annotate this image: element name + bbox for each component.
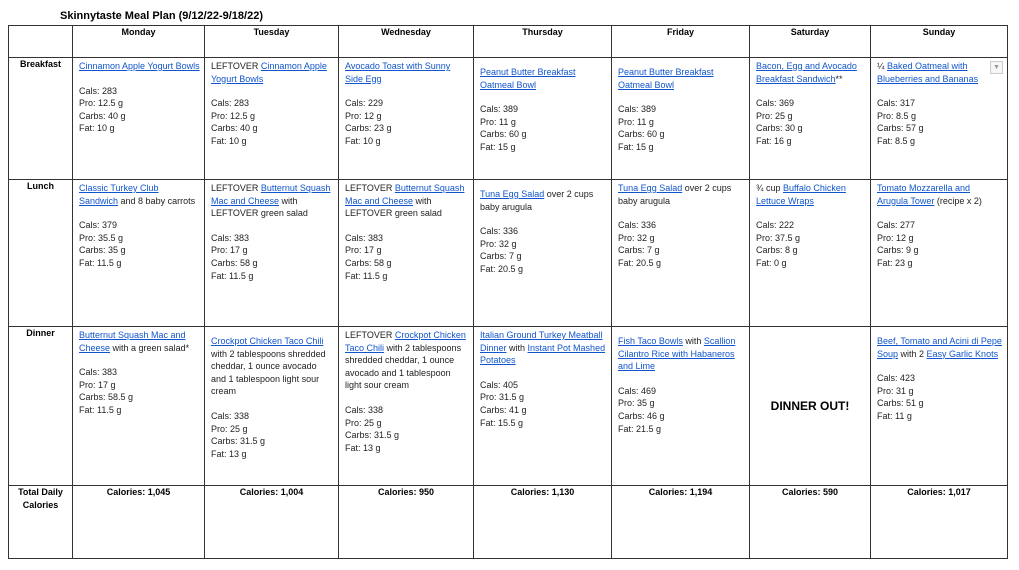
nutrition-carbs: Carbs: 51 g xyxy=(877,398,924,409)
total-calories: Calories: 950 xyxy=(339,486,474,559)
nutrition-fat: Fat: 15 g xyxy=(480,141,516,152)
meal-prefix: ¼ xyxy=(877,61,888,71)
nutrition-fat: Fat: 10 g xyxy=(211,135,247,146)
nutrition-carbs: Carbs: 40 g xyxy=(211,123,258,134)
nutrition-pro: Pro: 31 g xyxy=(877,385,914,396)
recipe-link[interactable]: Italian Ground Turkey Meatball Dinner xyxy=(480,330,603,353)
total-row xyxy=(9,486,1008,559)
meal-suffix: with xyxy=(506,342,528,353)
meal-prefix: LEFTOVER xyxy=(345,330,395,340)
spacer xyxy=(211,85,334,97)
nutrition-pro: Pro: 37.5 g xyxy=(756,232,801,243)
meal-cell-lunch xyxy=(205,180,339,327)
meal-content xyxy=(871,58,1007,148)
header-row xyxy=(9,26,1008,58)
nutrition-pro: Pro: 17 g xyxy=(79,379,116,390)
nutrition-pro: Pro: 12.5 g xyxy=(79,98,124,109)
nutrition-carbs: Carbs: 30 g xyxy=(756,123,803,134)
dinner-out-text: DINNER OUT! xyxy=(770,398,850,413)
meal-description xyxy=(480,188,607,213)
spacer xyxy=(345,392,469,404)
spacer xyxy=(79,73,200,85)
spacer xyxy=(877,360,1003,372)
meal-content xyxy=(205,58,338,148)
meal-description xyxy=(345,182,469,220)
nutrition-cals: Cals: 283 xyxy=(211,98,250,109)
meal-content xyxy=(474,58,611,154)
breakfast-row xyxy=(9,58,1008,180)
nutrition-cals: Cals: 229 xyxy=(345,98,384,109)
nutrition-carbs: Carbs: 23 g xyxy=(345,123,392,134)
meal-prefix: LEFTOVER xyxy=(211,183,261,193)
meal-content xyxy=(750,180,870,270)
meal-description xyxy=(79,329,200,354)
nutrition-fat: Fat: 11.5 g xyxy=(211,270,254,281)
meal-content xyxy=(750,58,870,148)
meal-plan-table xyxy=(8,25,1008,559)
meal-cell-lunch xyxy=(73,180,205,327)
nutrition-cals: Cals: 383 xyxy=(79,367,118,378)
meal-prefix: LEFTOVER xyxy=(211,61,261,71)
recipe-link[interactable]: Instant Pot Mashed Potatoes xyxy=(480,342,606,366)
meal-cell-dinner xyxy=(612,327,750,486)
spacer xyxy=(618,373,745,385)
recipe-link[interactable]: Beef, Tomato and Acini di Pepe Soup xyxy=(877,336,1002,359)
nutrition-cals: Cals: 369 xyxy=(756,98,795,109)
nutrition-pro: Pro: 35 g xyxy=(618,398,655,409)
recipe-link[interactable]: Scallion Cilantro Rice with Habaneros and Lime xyxy=(618,336,736,372)
nutrition-carbs: Carbs: 9 g xyxy=(877,245,919,256)
nutrition-cals: Cals: 338 xyxy=(345,404,384,415)
day-header: Friday xyxy=(612,26,750,58)
total-calories: Calories: 1,004 xyxy=(205,486,339,559)
recipe-link[interactable]: Avocado Toast with Sunny Side Egg xyxy=(345,61,451,84)
total-calories: Calories: 590 xyxy=(750,486,871,559)
nutrition-carbs: Carbs: 31.5 g xyxy=(211,436,266,447)
recipe-link[interactable]: Butternut Squash Mac and Cheese xyxy=(79,330,186,353)
nutrition-carbs: Carbs: 31.5 g xyxy=(345,430,400,441)
meal-cell-breakfast xyxy=(750,58,871,180)
nutrition-carbs: Carbs: 7 g xyxy=(618,245,660,256)
spacer xyxy=(211,220,334,232)
total-calories: Calories: 1,130 xyxy=(474,486,612,559)
day-header: Sunday xyxy=(871,26,1008,58)
nutrition-carbs: Carbs: 58 g xyxy=(211,257,258,268)
nutrition-carbs: Carbs: 41 g xyxy=(480,404,527,415)
meal-description xyxy=(877,335,1003,360)
total-calories: Calories: 1,017 xyxy=(871,486,1008,559)
meal-cell-lunch xyxy=(612,180,750,327)
spacer xyxy=(79,354,200,366)
nutrition-cals: Cals: 338 xyxy=(211,410,250,421)
nutrition-pro: Pro: 12 g xyxy=(345,110,382,121)
nutrition-pro: Pro: 25 g xyxy=(756,110,793,121)
row-label-dinner: Dinner xyxy=(9,327,73,486)
meal-content xyxy=(612,58,749,154)
meal-cell-lunch xyxy=(474,180,612,327)
nutrition-pro: Pro: 17 g xyxy=(211,245,248,256)
lunch-row xyxy=(9,180,1008,327)
nutrition-cals: Cals: 317 xyxy=(877,98,916,109)
meal-content xyxy=(205,327,338,460)
nutrition-fat: Fat: 20.5 g xyxy=(618,257,662,268)
nutrition-fat: Fat: 10 g xyxy=(345,135,381,146)
nutrition-fat: Fat: 13 g xyxy=(345,442,381,453)
spacer xyxy=(756,207,866,219)
meal-cell-lunch xyxy=(750,180,871,327)
nutrition-pro: Pro: 11 g xyxy=(618,116,654,127)
nutrition-carbs: Carbs: 57 g xyxy=(877,123,924,134)
spacer xyxy=(877,207,1003,219)
nutrition-fat: Fat: 21.5 g xyxy=(618,423,662,434)
meal-suffix: with a green salad* xyxy=(110,342,190,353)
nutrition-carbs: Carbs: 58 g xyxy=(345,257,392,268)
meal-description xyxy=(756,182,866,207)
recipe-link[interactable]: Classic Turkey Club Sandwich xyxy=(79,183,159,206)
meal-content xyxy=(612,180,749,270)
meal-description xyxy=(79,60,200,73)
nutrition-carbs: Carbs: 40 g xyxy=(79,110,126,121)
meal-cell-dinner xyxy=(73,327,205,486)
spacer xyxy=(480,213,607,225)
recipe-link[interactable]: Cinnamon Apple Yogurt Bowls xyxy=(211,61,327,84)
nutrition-carbs: Carbs: 7 g xyxy=(480,251,522,262)
recipe-link[interactable]: Tuna Egg Salad xyxy=(480,189,545,199)
nutrition-cals: Cals: 336 xyxy=(480,226,519,237)
nutrition-fat: Fat: 0 g xyxy=(756,257,787,268)
nutrition-fat: Fat: 11.5 g xyxy=(345,270,388,281)
nutrition-cals: Cals: 336 xyxy=(618,220,657,231)
spacer xyxy=(211,398,334,410)
nutrition-pro: Pro: 25 g xyxy=(345,417,382,428)
meal-content xyxy=(73,327,204,417)
meal-content xyxy=(474,327,611,429)
recipe-link[interactable]: Crockpot Chicken Taco Chili xyxy=(345,330,466,353)
nutrition-fat: Fat: 13 g xyxy=(211,448,247,459)
nutrition-cals: Cals: 383 xyxy=(345,232,384,243)
meal-content xyxy=(474,180,611,276)
day-header: Monday xyxy=(73,26,205,58)
nutrition-carbs: Carbs: 60 g xyxy=(480,129,527,140)
meal-description xyxy=(618,182,745,207)
meal-cell-lunch xyxy=(339,180,474,327)
nutrition-fat: Fat: 16 g xyxy=(756,135,792,146)
nutrition-fat: Fat: 11.5 g xyxy=(79,404,122,415)
meal-content xyxy=(339,327,473,454)
nutrition-fat: Fat: 10 g xyxy=(79,123,115,134)
meal-suffix: (recipe x 2) xyxy=(934,195,982,206)
meal-suffix: with LEFTOVER green salad xyxy=(345,195,442,219)
nutrition-carbs: Carbs: 35 g xyxy=(79,245,126,256)
nutrition-fat: Fat: 11.5 g xyxy=(79,257,122,268)
meal-content xyxy=(339,58,473,148)
day-header: Wednesday xyxy=(339,26,474,58)
meal-description xyxy=(480,329,607,367)
meal-suffix: ** xyxy=(835,73,843,84)
recipe-link[interactable]: Easy Garlic Knots xyxy=(926,348,999,359)
row-label-breakfast: Breakfast xyxy=(9,58,73,180)
nutrition-carbs: Carbs: 46 g xyxy=(618,410,665,421)
nutrition-pro: Pro: 32 g xyxy=(618,232,655,243)
chevron-down-icon[interactable]: ▼ xyxy=(990,61,1003,74)
meal-suffix: with xyxy=(682,336,704,346)
recipe-link[interactable]: Baked Oatmeal with Blueberries and Bananas xyxy=(877,61,979,84)
nutrition-cals: Cals: 283 xyxy=(79,85,118,96)
meal-cell-dinner xyxy=(750,327,871,486)
nutrition-carbs: Carbs: 58.5 g xyxy=(79,392,134,403)
meal-content xyxy=(205,180,338,282)
meal-content xyxy=(612,327,749,435)
nutrition-fat: Fat: 15 g xyxy=(618,141,654,152)
meal-suffix: with 2 tablespoons shredded cheddar, 1 ounce avocado and 1 tablespoon light sour cream xyxy=(345,342,462,391)
spacer xyxy=(480,91,607,103)
meal-cell-dinner xyxy=(339,327,474,486)
meal-cell-breakfast xyxy=(474,58,612,180)
nutrition-cals: Cals: 379 xyxy=(79,220,118,231)
page-title: Skinnytaste Meal Plan (9/12/22-9/18/22) xyxy=(60,10,263,22)
total-calories: Calories: 1,194 xyxy=(612,486,750,559)
meal-suffix: and 8 baby carrots xyxy=(118,195,196,206)
nutrition-cals: Cals: 383 xyxy=(211,232,250,243)
meal-cell-dinner xyxy=(871,327,1008,486)
nutrition-fat: Fat: 20.5 g xyxy=(480,263,524,274)
spacer xyxy=(618,91,745,103)
nutrition-cals: Cals: 405 xyxy=(480,379,519,390)
meal-description xyxy=(756,60,866,85)
meal-suffix: over 2 cups baby arugula xyxy=(480,189,594,212)
nutrition-cals: Cals: 222 xyxy=(756,220,795,231)
recipe-link[interactable]: Peanut Butter Breakfast Oatmeal Bowl xyxy=(618,67,714,90)
nutrition-cals: Cals: 389 xyxy=(618,104,657,115)
meal-description xyxy=(79,182,200,207)
nutrition-cals: Cals: 423 xyxy=(877,373,916,384)
nutrition-fat: Fat: 23 g xyxy=(877,257,913,268)
meal-content xyxy=(73,180,204,270)
meal-cell-lunch xyxy=(871,180,1008,327)
nutrition-pro: Pro: 8.5 g xyxy=(877,110,917,121)
spacer xyxy=(480,367,607,379)
meal-suffix: with 2 tablespoons shredded cheddar, 1 ounce avocado and 1 tablespoon light sour cream xyxy=(211,348,326,397)
meal-description xyxy=(345,60,469,85)
nutrition-fat: Fat: 8.5 g xyxy=(877,135,916,146)
nutrition-pro: Pro: 11 g xyxy=(480,116,516,127)
meal-suffix: with 2 xyxy=(898,348,927,359)
meal-prefix: LEFTOVER xyxy=(345,183,395,193)
recipe-link[interactable]: Tuna Egg Salad xyxy=(618,183,683,193)
meal-description xyxy=(877,182,1003,207)
nutrition-carbs: Carbs: 8 g xyxy=(756,245,798,256)
recipe-link[interactable]: Bacon, Egg and Avocado Breakfast Sandwich xyxy=(756,61,857,84)
meal-description xyxy=(345,329,469,392)
nutrition-cals: Cals: 469 xyxy=(618,385,657,396)
row-label-lunch: Lunch xyxy=(9,180,73,327)
recipe-link[interactable]: Crockpot Chicken Taco Chili xyxy=(211,336,324,346)
nutrition-fat: Fat: 15.5 g xyxy=(480,417,524,428)
meal-description xyxy=(211,335,334,398)
meal-suffix: with LEFTOVER green salad xyxy=(211,195,308,219)
meal-content xyxy=(871,327,1007,423)
meal-cell-breakfast xyxy=(339,58,474,180)
spacer xyxy=(345,220,469,232)
nutrition-fat: Fat: 11 g xyxy=(877,410,912,421)
spacer xyxy=(618,207,745,219)
dinner-row xyxy=(9,327,1008,486)
nutrition-pro: Pro: 17 g xyxy=(345,245,382,256)
nutrition-pro: Pro: 31.5 g xyxy=(480,392,525,403)
nutrition-pro: Pro: 12 g xyxy=(877,232,914,243)
meal-cell-breakfast xyxy=(205,58,339,180)
meal-cell-breakfast xyxy=(871,58,1008,180)
meal-content xyxy=(339,180,473,282)
spacer xyxy=(345,85,469,97)
recipe-link[interactable]: Butternut Squash Mac and Cheese xyxy=(211,183,331,206)
corner-cell xyxy=(9,26,73,58)
meal-description xyxy=(618,66,745,91)
meal-description xyxy=(618,335,745,373)
spacer xyxy=(877,85,1003,97)
recipe-link[interactable]: Cinnamon Apple Yogurt Bowls xyxy=(79,61,200,71)
day-header: Thursday xyxy=(474,26,612,58)
meal-cell-breakfast xyxy=(612,58,750,180)
meal-suffix: over 2 cups baby arugula xyxy=(618,183,732,206)
meal-prefix: ¾ cup xyxy=(756,183,784,193)
meal-cell-dinner xyxy=(474,327,612,486)
meal-description xyxy=(480,66,607,91)
recipe-link[interactable]: Peanut Butter Breakfast Oatmeal Bowl xyxy=(480,67,576,90)
nutrition-pro: Pro: 12.5 g xyxy=(211,110,256,121)
recipe-link[interactable]: Tomato Mozzarella and Arugula Tower xyxy=(877,183,971,206)
recipe-link[interactable]: Butternut Squash Mac and Cheese xyxy=(345,183,465,206)
meal-content xyxy=(871,180,1007,270)
nutrition-cals: Cals: 277 xyxy=(877,220,916,231)
meal-description xyxy=(211,182,334,220)
day-header: Tuesday xyxy=(205,26,339,58)
spacer xyxy=(756,85,866,97)
nutrition-carbs: Carbs: 60 g xyxy=(618,129,665,140)
nutrition-pro: Pro: 35.5 g xyxy=(79,232,124,243)
meal-cell-breakfast xyxy=(73,58,205,180)
recipe-link[interactable]: Fish Taco Bowls xyxy=(618,336,683,346)
day-header: Saturday xyxy=(750,26,871,58)
meal-description xyxy=(211,60,334,85)
nutrition-pro: Pro: 25 g xyxy=(211,423,248,434)
meal-description xyxy=(877,60,1003,85)
nutrition-pro: Pro: 32 g xyxy=(480,238,517,249)
total-calories: Calories: 1,045 xyxy=(73,486,205,559)
nutrition-cals: Cals: 389 xyxy=(480,104,519,115)
spacer xyxy=(79,207,200,219)
recipe-link[interactable]: Buffalo Chicken Lettuce Wraps xyxy=(756,183,846,206)
meal-cell-dinner xyxy=(205,327,339,486)
meal-content xyxy=(73,58,204,135)
row-label-total: Total Daily Calories xyxy=(9,486,73,559)
